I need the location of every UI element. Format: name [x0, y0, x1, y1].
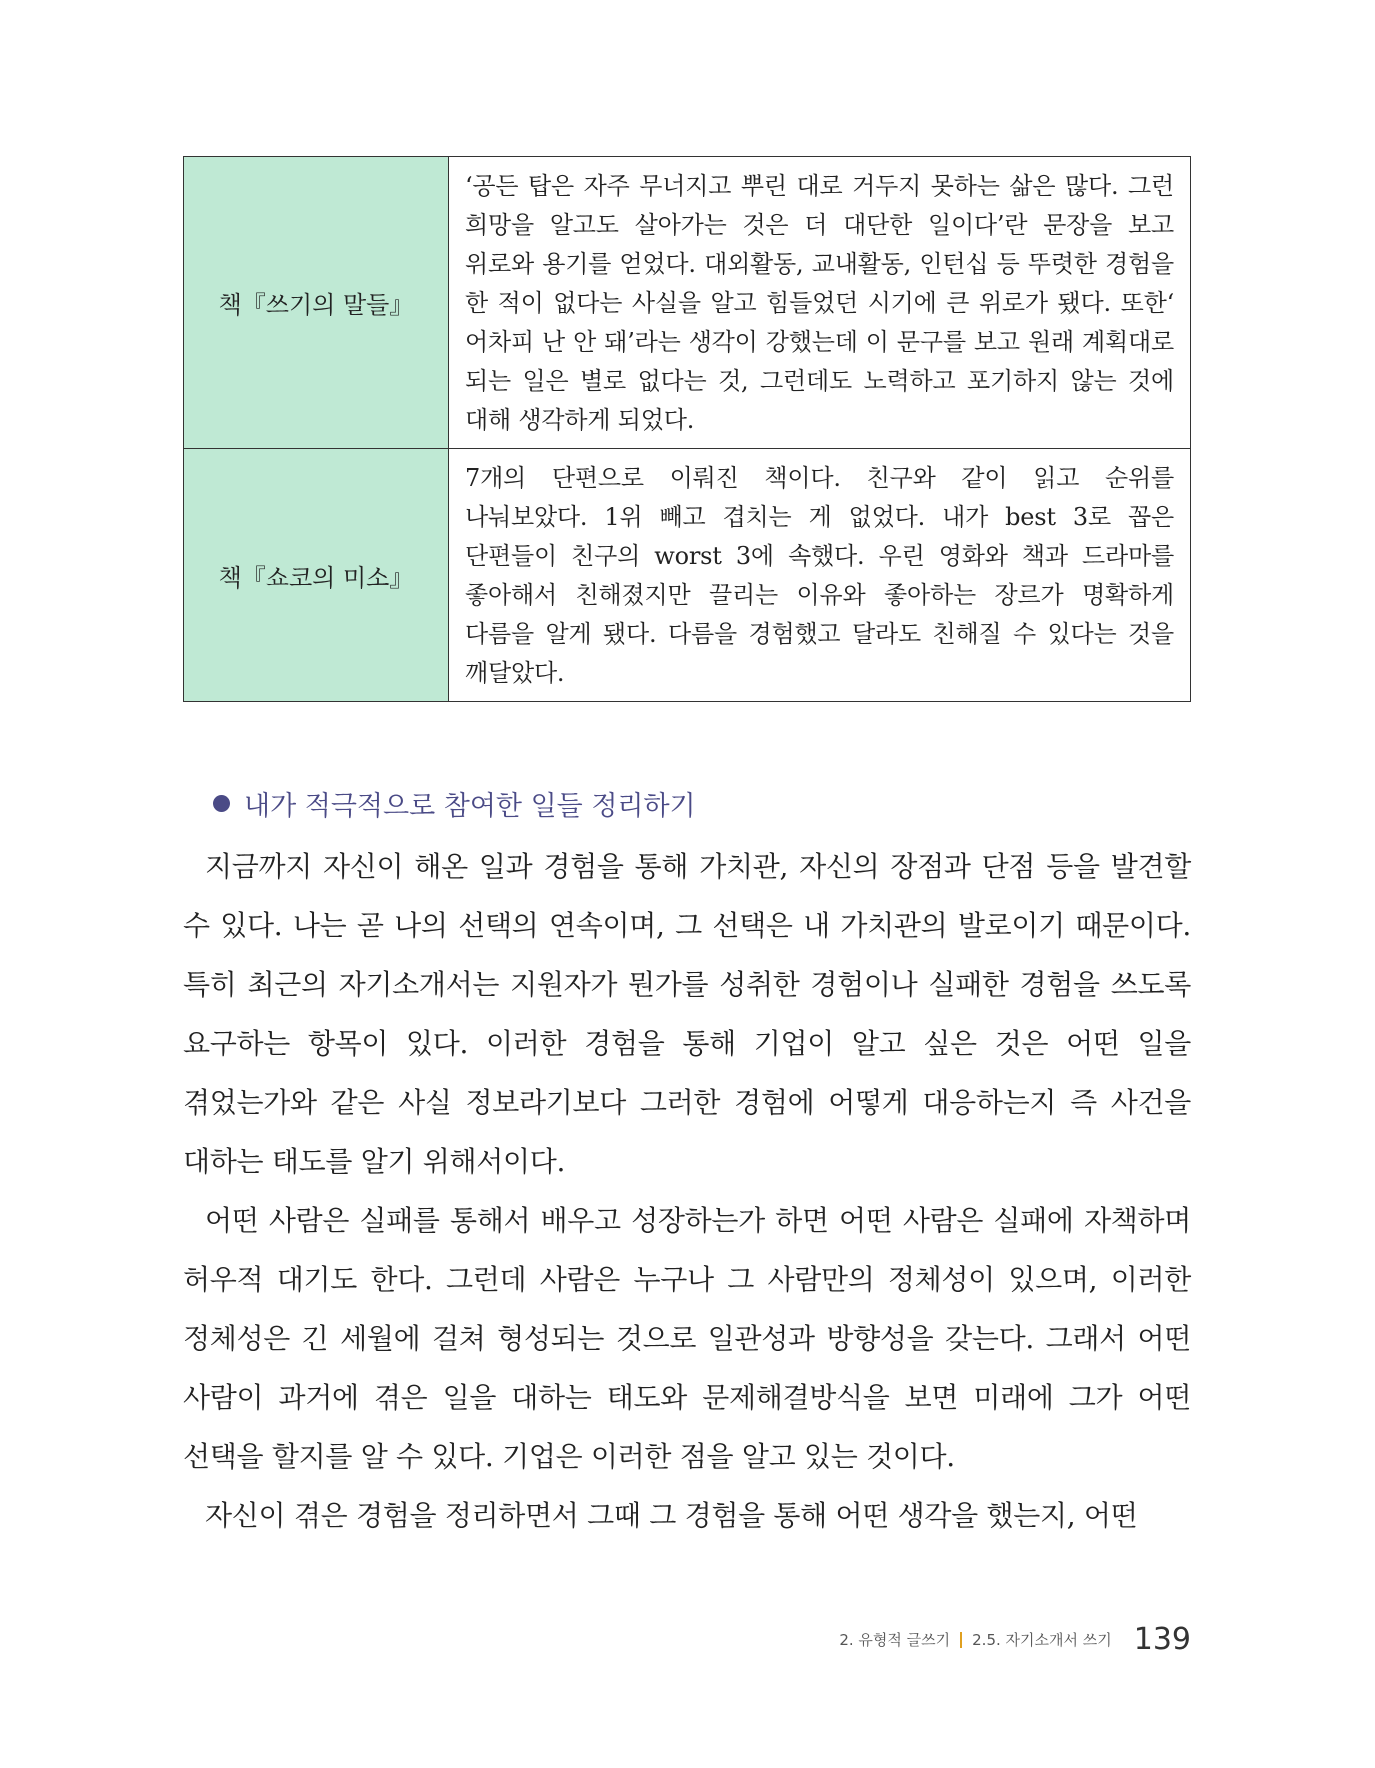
table-row — [184, 157, 1191, 449]
book-table — [183, 156, 1191, 702]
section-heading-text: 내가 적극적으로 참여한 일들 정리하기 — [244, 791, 696, 822]
book-description-cell: ‘공든 탑은 자주 무너지고 뿌린 대로 거두지 못하는 삶은 많다. 그런 희망을 알고도 살아가는 것은 더 대단한 일이다’란 문장을 보고 위로와 용기를 얻었다. 대외활동, 교내활동, 인턴십 등 뚜렷한 경험을 한 적이 없다는 사실을 알고 힘들었던 시기에 큰 위로가 됐다. 또한‘ 어차피 난 안 돼’라는 생각이 강했는데 이 문구를 보고 원래 계획대로 되는 일은 별로 없다는 것, 그런데도 노력하고 포기하지 않는 것에 대해 생각하게 되었다. — [449, 157, 1191, 449]
footer-chapter: 2. 유형적 글쓰기 — [839, 1631, 951, 1649]
bullet-icon — [213, 795, 230, 812]
book-description-cell: 7개의 단편으로 이뤄진 책이다. 친구와 같이 읽고 순위를 나눠보았다. 1위 빼고 겹치는 게 없었다. 내가 best 3로 꼽은 단편들이 친구의 worst 3에 속했다. 우린 영화와 책과 드라마를 좋아해서 친해졌지만 끌리는 이유와 좋아하는 장르가 명확하게 다름을 알게 됐다. 다름을 경험했고 달라도 친해질 수 있다는 것을 깨달았다. — [449, 449, 1191, 702]
footer-separator — [960, 1632, 962, 1648]
table-row — [184, 449, 1191, 702]
book-title-cell: 책『쇼코의 미소』 — [184, 449, 449, 702]
page-footer — [839, 1622, 1191, 1657]
book-title-cell: 책『쓰기의 말들』 — [184, 157, 449, 449]
footer-section: 2.5. 자기소개서 쓰기 — [972, 1631, 1112, 1649]
page-number: 139 — [1133, 1622, 1191, 1657]
section-heading — [213, 784, 696, 823]
body-paragraph: 지금까지 자신이 해온 일과 경험을 통해 가치관, 자신의 장점과 단점 등을 발견할 수 있다. 나는 곧 나의 선택의 연속이며, 그 선택은 내 가치관의 발로이기 때문이다. 특히 최근의 자기소개서는 지원자가 뭔가를 성취한 경험이나 실패한 경험을 쓰도록 요구하는 항목이 있다. 이러한 경험을 통해 기업이 알고 싶은 것은 어떤 일을 겪었는가와 같은 사실 정보라기보다 그러한 경험에 어떻게 대응하는지 즉 사건을 대하는 태도를 알기 위해서이다. — [183, 850, 1191, 1178]
body-text — [183, 837, 1191, 1545]
body-paragraph: 어떤 사람은 실패를 통해서 배우고 성장하는가 하면 어떤 사람은 실패에 자책하며 허우적 대기도 한다. 그런데 사람은 누구나 그 사람만의 정체성이 있으며, 이러한 정체성은 긴 세월에 걸쳐 형성되는 것으로 일관성과 방향성을 갖는다. 그래서 어떤 사람이 과거에 겪은 일을 대하는 태도와 문제해결방식을 보면 미래에 그가 어떤 선택을 할지를 알 수 있다. 기업은 이러한 점을 알고 있는 것이다. — [183, 1204, 1191, 1473]
body-paragraph: 자신이 겪은 경험을 정리하면서 그때 그 경험을 통해 어떤 생각을 했는지, 어떤 — [205, 1499, 1138, 1532]
